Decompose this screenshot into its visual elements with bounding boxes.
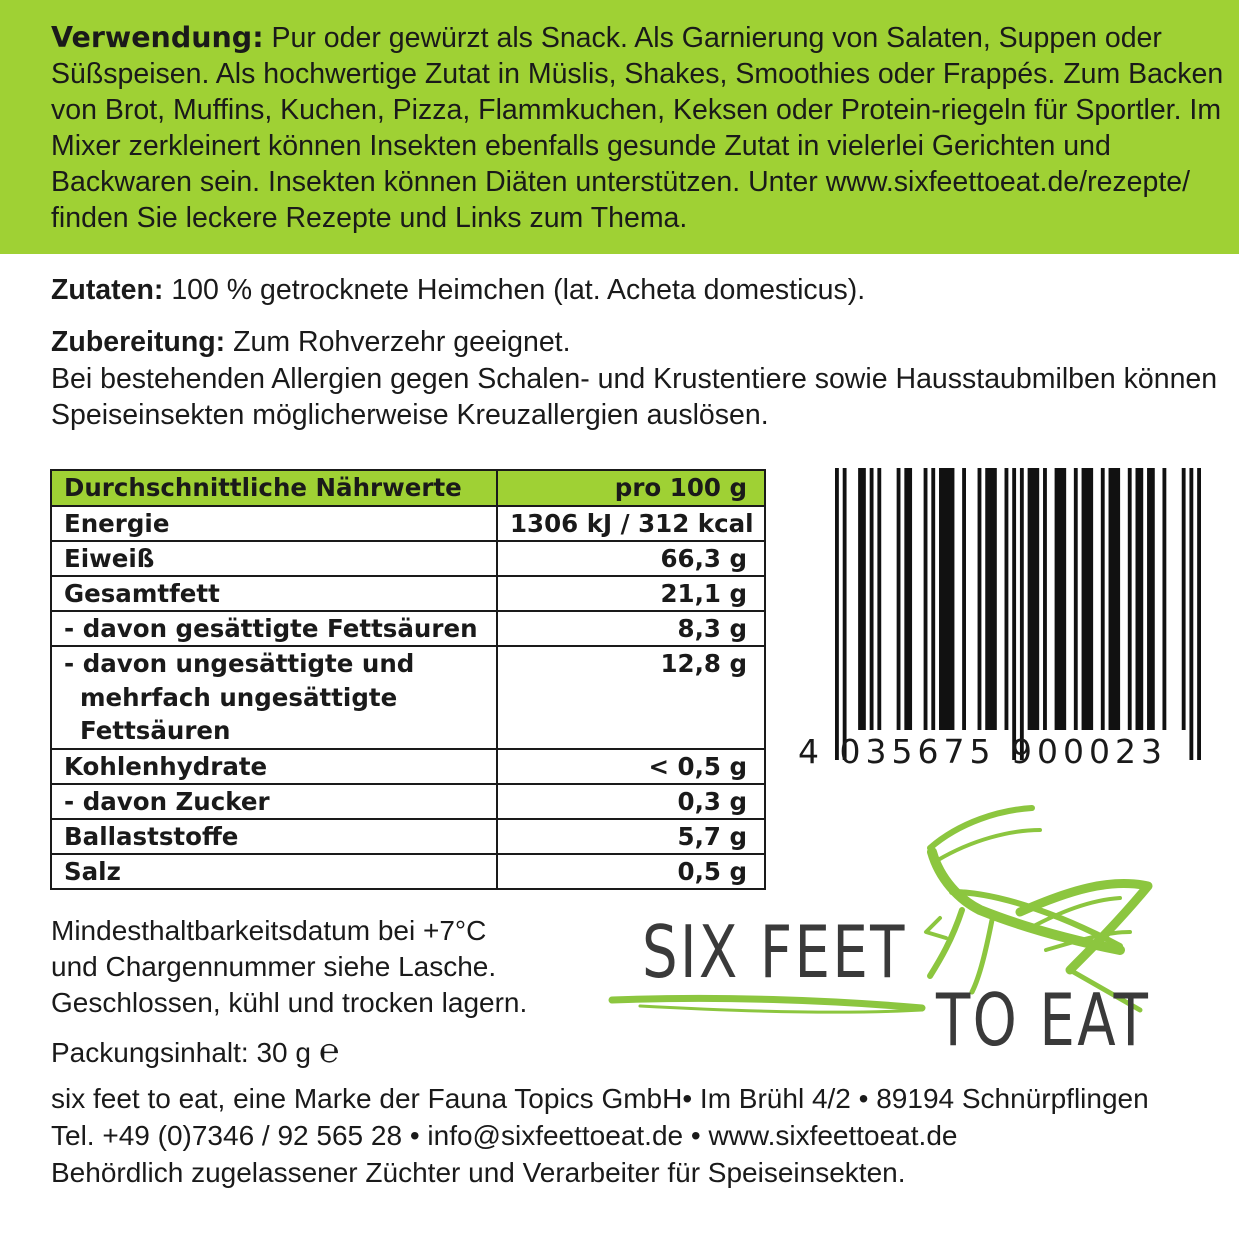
footer-line: Tel. +49 (0)7346 / 92 565 28 • info@sixfeettoeat.de • www.sixfeettoeat.de xyxy=(51,1120,958,1151)
nutrition-header-name: Durchschnittliche Nährwerte xyxy=(51,470,497,506)
barcode-bar xyxy=(1012,468,1016,760)
barcode-bar xyxy=(870,468,874,730)
barcode-bar xyxy=(1055,468,1067,730)
barcode-bar xyxy=(835,468,839,760)
barcode-bar xyxy=(897,468,901,730)
nutrient-name: Gesamtfett xyxy=(51,576,497,611)
nutrient-name: Kohlenhydrate xyxy=(51,749,497,784)
footer-line: six feet to eat, eine Marke der Fauna Topics GmbH• Im Brühl 4/2 • 89194 Schnürpflingen xyxy=(51,1083,1149,1114)
usage-paragraph xyxy=(51,20,1231,236)
preparation-text: Zum Rohverzehr geeignet. xyxy=(233,326,571,358)
barcode-bar xyxy=(939,468,954,730)
barcode-bar xyxy=(985,468,997,730)
preparation-label: Zubereitung: xyxy=(51,326,226,358)
barcode-digits-right: 900023 xyxy=(1010,732,1167,771)
barcode-bar xyxy=(1043,468,1047,730)
barcode-bar xyxy=(962,468,966,730)
nutrient-value: 8,3 g xyxy=(497,611,765,646)
barcode-bar xyxy=(924,468,928,730)
nutrition-header-value: pro 100 g xyxy=(497,470,765,506)
nutrition-row xyxy=(51,611,765,646)
barcode-bar xyxy=(1128,468,1132,730)
nutrition-row xyxy=(51,576,765,611)
nutrient-value: 5,7 g xyxy=(497,819,765,854)
barcode-digit-first: 4 xyxy=(798,732,824,771)
estimated-sign-icon: ℮ xyxy=(318,1031,340,1071)
barcode-bar xyxy=(877,468,881,730)
nutrition-header-row xyxy=(51,470,765,506)
barcode-bar xyxy=(858,468,866,730)
nutrition-row xyxy=(51,749,765,784)
nutrient-name: - davon Zucker xyxy=(51,784,497,819)
nutrition-row xyxy=(51,541,765,576)
ingredients-text: 100 % getrocknete Heimchen (lat. Acheta domesticus). xyxy=(171,274,866,306)
package-text: Packungsinhalt: 30 g xyxy=(51,1037,311,1068)
nutrient-name xyxy=(51,646,497,749)
barcode-bar xyxy=(1162,468,1166,730)
usage-text: Pur oder gewürzt als Snack. Als Garnierung von Salaten, Suppen oder Süßspeisen. Als hochwertige Zutat in Müslis, Shakes, Smoothies oder Frappés. Zum Backen von Brot, Muffins, Kuchen, Pizza, Flammkuchen, Keksen oder Protein-riegeln für Sportler. Im Mixer zerkleinert können Insekten ebenfalls gesunde Zutat in vielerlei Gerichten und Backwaren sein. Insekten können Diäten unterstützen. Unter www.sixfeettoeat.de/rezepte/ finden Sie leckere Rezepte und Links zum Thema. xyxy=(51,22,1224,234)
nutrient-value: 0,3 g xyxy=(497,784,765,819)
brand-logo xyxy=(600,800,1200,1060)
barcode-bar xyxy=(1101,468,1105,730)
storage-line: Mindesthaltbarkeitsdatum bei +7°C xyxy=(51,915,487,946)
nutrient-value: < 0,5 g xyxy=(497,749,765,784)
usage-band xyxy=(0,0,1239,254)
nutrient-value: 21,1 g xyxy=(497,576,765,611)
logo-text-line2: TO EAT xyxy=(936,978,1151,1062)
barcode-bar xyxy=(904,468,912,730)
nutrient-value: 1306 kJ / 312 kcal xyxy=(497,506,765,541)
nutrient-value: 0,5 g xyxy=(497,854,765,889)
barcode-bar xyxy=(1020,468,1024,760)
nutrient-name-line: - davon ungesättigte und xyxy=(64,649,415,678)
nutrient-value: 66,3 g xyxy=(497,541,765,576)
barcode-digits xyxy=(798,733,1198,771)
nutrient-name: Energie xyxy=(51,506,497,541)
allergy-note: Bei bestehenden Allergien gegen Schalen- und Krustentiere sowie Hausstaubmilben können Speiseinsekten möglicherweise Kreuzallergien auslösen. xyxy=(51,362,1218,431)
nutrient-value: 12,8 g xyxy=(497,646,765,749)
ingredients-line xyxy=(51,272,1231,309)
barcode-bar xyxy=(1109,468,1121,730)
nutrient-name-line: Fettsäuren xyxy=(80,716,231,745)
logo-text-line1: SIX FEET xyxy=(642,910,907,994)
barcode-bar xyxy=(1136,468,1144,730)
nutrient-name: Ballaststoffe xyxy=(51,819,497,854)
barcode-bar xyxy=(1182,468,1186,730)
nutrient-name-line: mehrfach ungesättigte xyxy=(80,682,398,712)
barcode-bar xyxy=(931,468,935,730)
barcode-bar xyxy=(1189,468,1193,760)
nutrient-name: Salz xyxy=(51,854,497,889)
preparation-block xyxy=(51,324,1231,434)
storage-info xyxy=(51,913,527,1021)
footer xyxy=(51,1080,1149,1191)
nutrient-name: Eiweiß xyxy=(51,541,497,576)
storage-line: Geschlossen, kühl und trocken lagern. xyxy=(51,987,528,1018)
barcode-bar xyxy=(978,468,982,730)
barcode-bar xyxy=(1028,468,1040,730)
storage-line: und Chargennummer siehe Lasche. xyxy=(51,951,497,982)
barcode-bar xyxy=(1005,468,1009,730)
nutrition-row xyxy=(51,646,765,749)
barcode-bar xyxy=(1197,468,1201,760)
barcode-digits-left: 035675 xyxy=(839,732,996,771)
barcode-bar xyxy=(1147,468,1155,730)
package-content xyxy=(51,1033,339,1071)
barcode-bar xyxy=(1082,468,1094,730)
footer-line: Behördlich zugelassener Züchter und Verarbeiter für Speiseinsekten. xyxy=(51,1157,906,1188)
barcode-bar xyxy=(843,468,847,760)
barcode-bar xyxy=(1074,468,1078,730)
usage-label: Verwendung: xyxy=(51,21,264,54)
barcode xyxy=(835,468,1201,760)
nutrition-row xyxy=(51,506,765,541)
nutrient-name: - davon gesättigte Fettsäuren xyxy=(51,611,497,646)
ingredients-label: Zutaten: xyxy=(51,274,164,306)
